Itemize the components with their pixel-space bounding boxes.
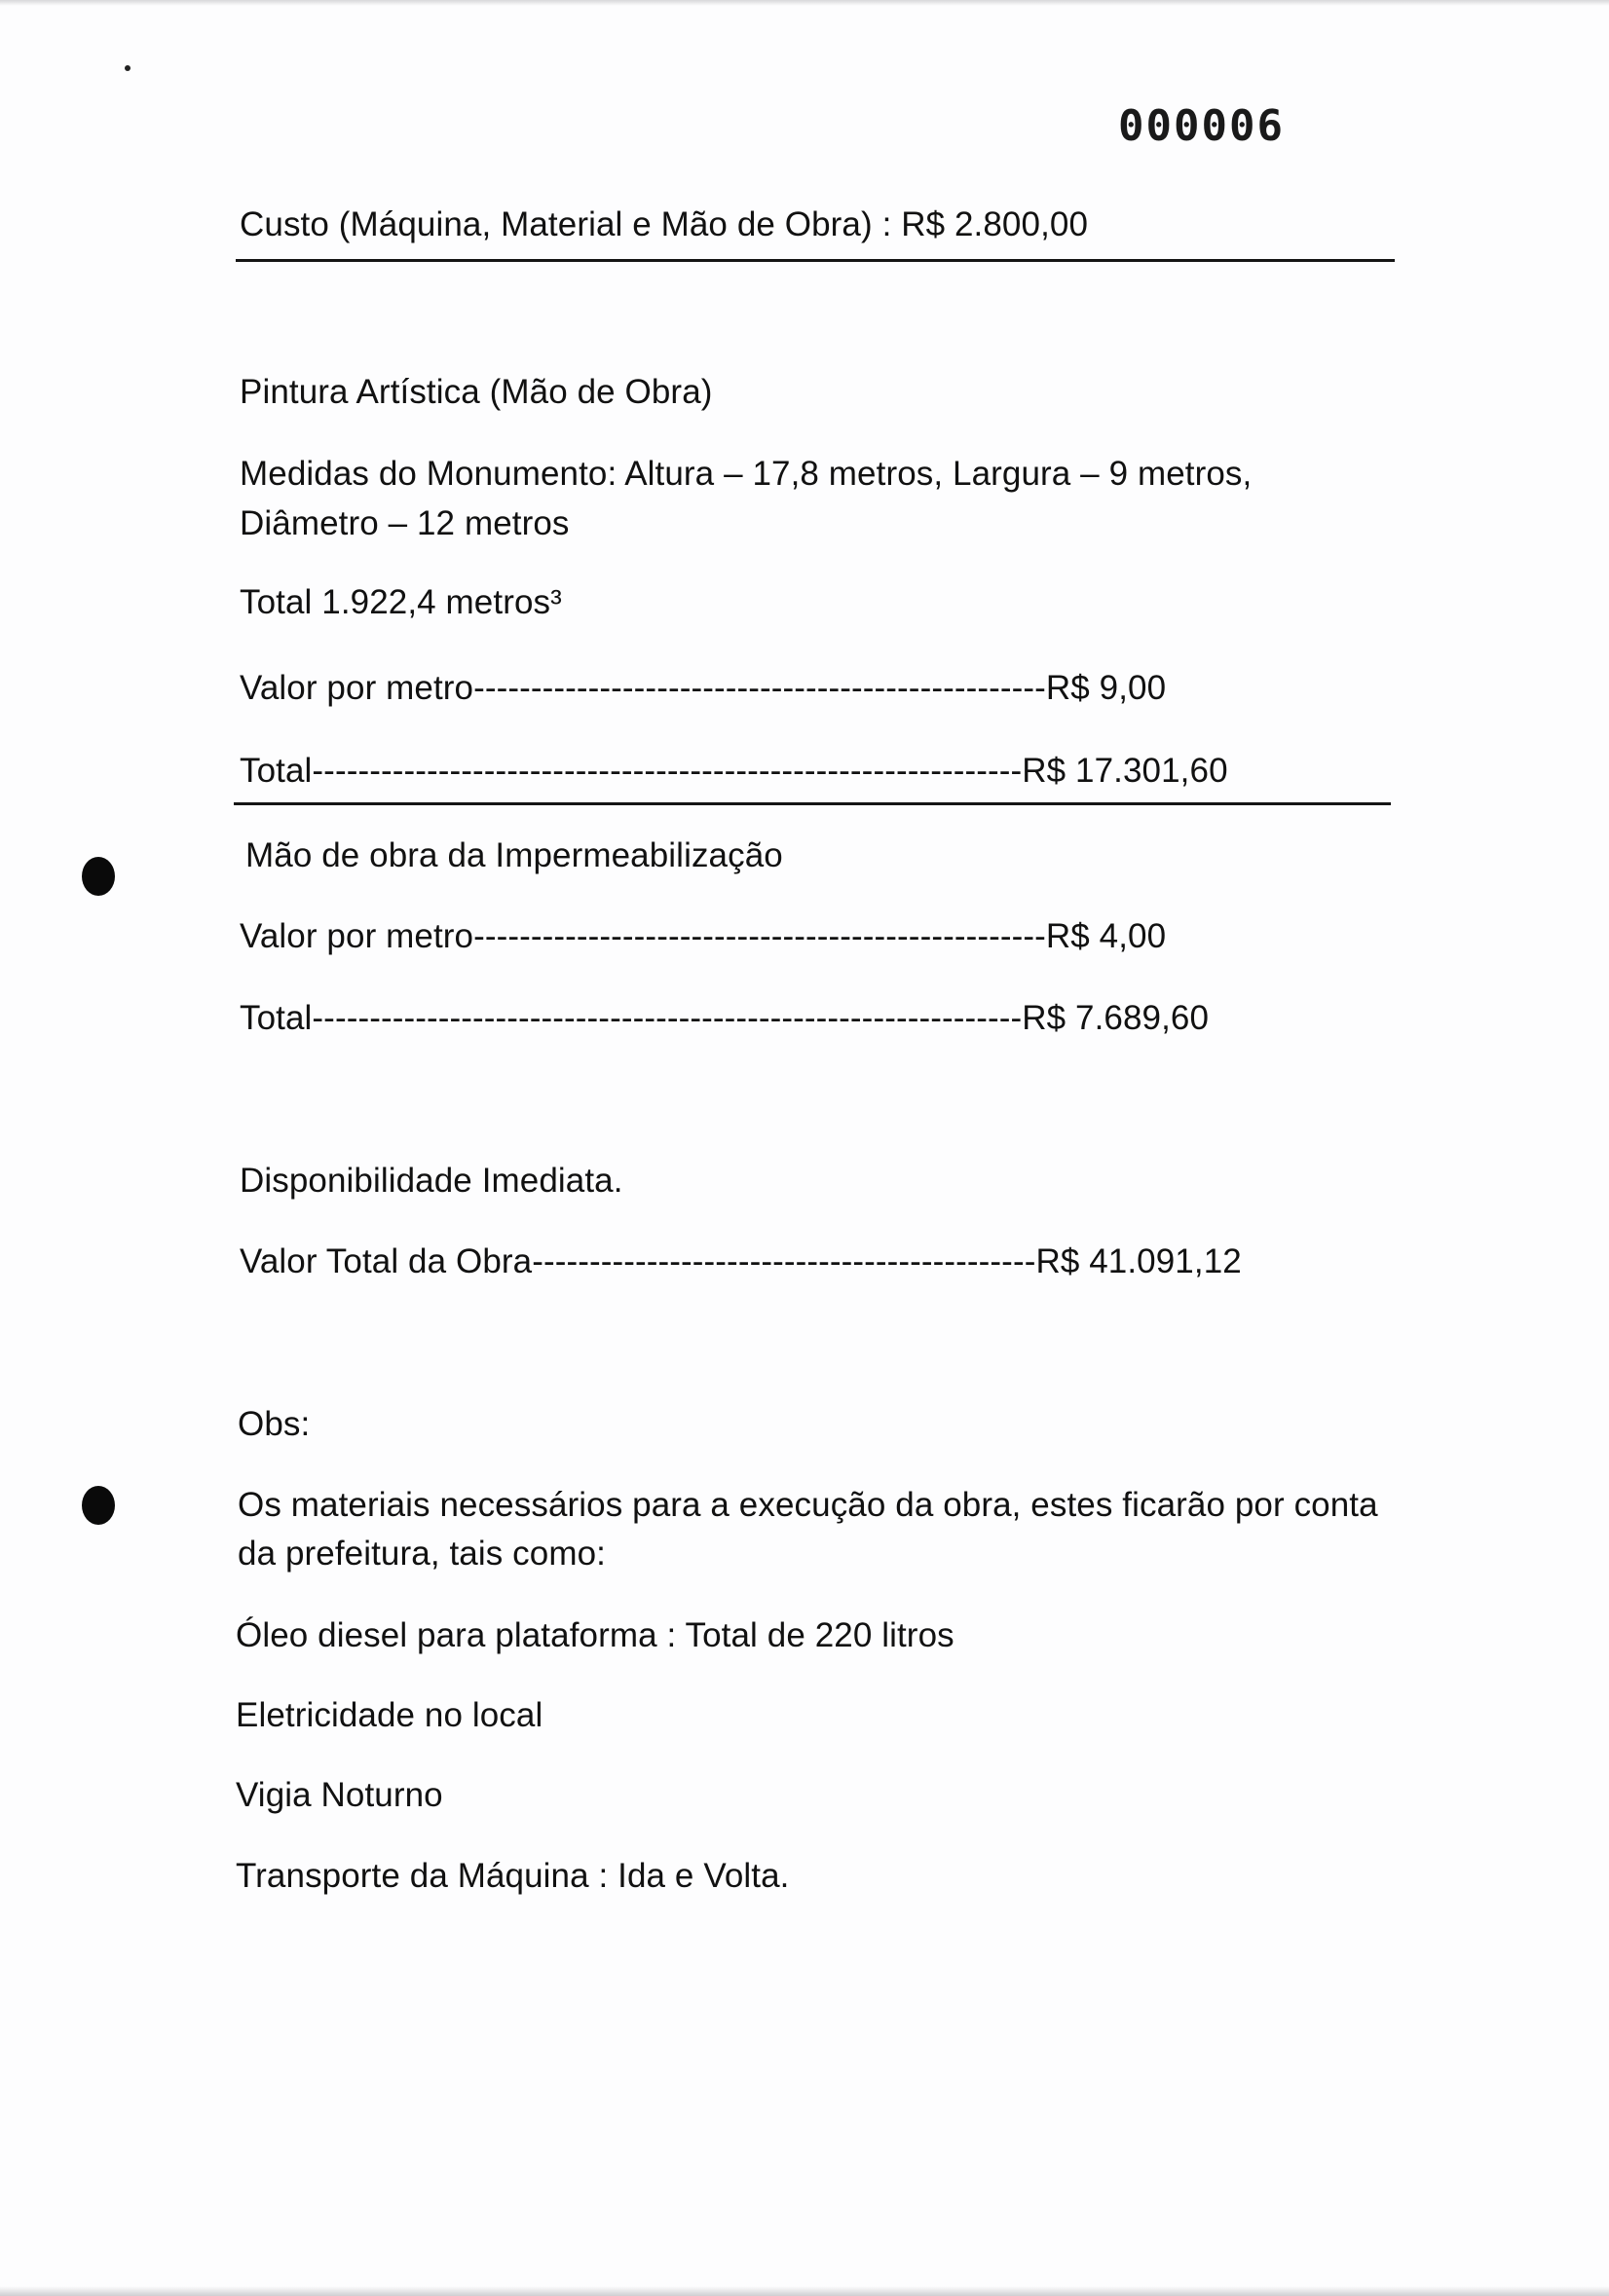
availability-note: Disponibilidade Imediata. — [240, 1162, 623, 1200]
list-item-night-watch: Vigia Noturno — [236, 1776, 443, 1814]
obs-line-2: da prefeitura, tais como: — [238, 1535, 606, 1573]
list-item-transport: Transporte da Máquina : Ida e Volta. — [236, 1857, 790, 1895]
list-item-electricity: Eletricidade no local — [236, 1696, 543, 1734]
header-divider — [236, 259, 1395, 262]
scan-top-edge — [0, 0, 1609, 6]
measures-line-2: Diâmetro – 12 metros — [240, 504, 570, 542]
document-number: 000006 — [1118, 101, 1285, 151]
punch-hole-upper — [82, 857, 115, 896]
obs-label: Obs: — [238, 1405, 311, 1443]
grand-total: Valor Total da Obra--------------------------------------------R$ 41.091,12 — [240, 1242, 1242, 1280]
scan-bottom-edge — [0, 2286, 1609, 2296]
list-item-diesel: Óleo diesel para plataforma : Total de 220 litros — [236, 1616, 954, 1654]
total-volume: Total 1.922,4 metros³ — [240, 583, 562, 621]
punch-hole-lower — [82, 1486, 115, 1525]
section1-divider — [234, 802, 1391, 805]
header-cost: Custo (Máquina, Material e Mão de Obra) : R$ 2.800,00 — [240, 205, 1089, 243]
section2-title: Mão de obra da Impermeabilização — [245, 836, 783, 874]
obs-line-1: Os materiais necessários para a execução da obra, estes ficarão por conta — [238, 1486, 1378, 1524]
measures-line-1: Medidas do Monumento: Altura – 17,8 metros, Largura – 9 metros, — [240, 455, 1253, 493]
section2-total: Total--------------------------------------------------------------R$ 7.689,60 — [240, 999, 1210, 1037]
section1-total: Total--------------------------------------------------------------R$ 17.301,60 — [240, 752, 1228, 790]
stray-dot — [125, 65, 131, 71]
section1-price-per-meter: Valor por metro--------------------------------------------------R$ 9,00 — [240, 669, 1167, 707]
section2-price-per-meter: Valor por metro--------------------------------------------------R$ 4,00 — [240, 917, 1167, 955]
section1-title: Pintura Artística (Mão de Obra) — [240, 373, 713, 411]
